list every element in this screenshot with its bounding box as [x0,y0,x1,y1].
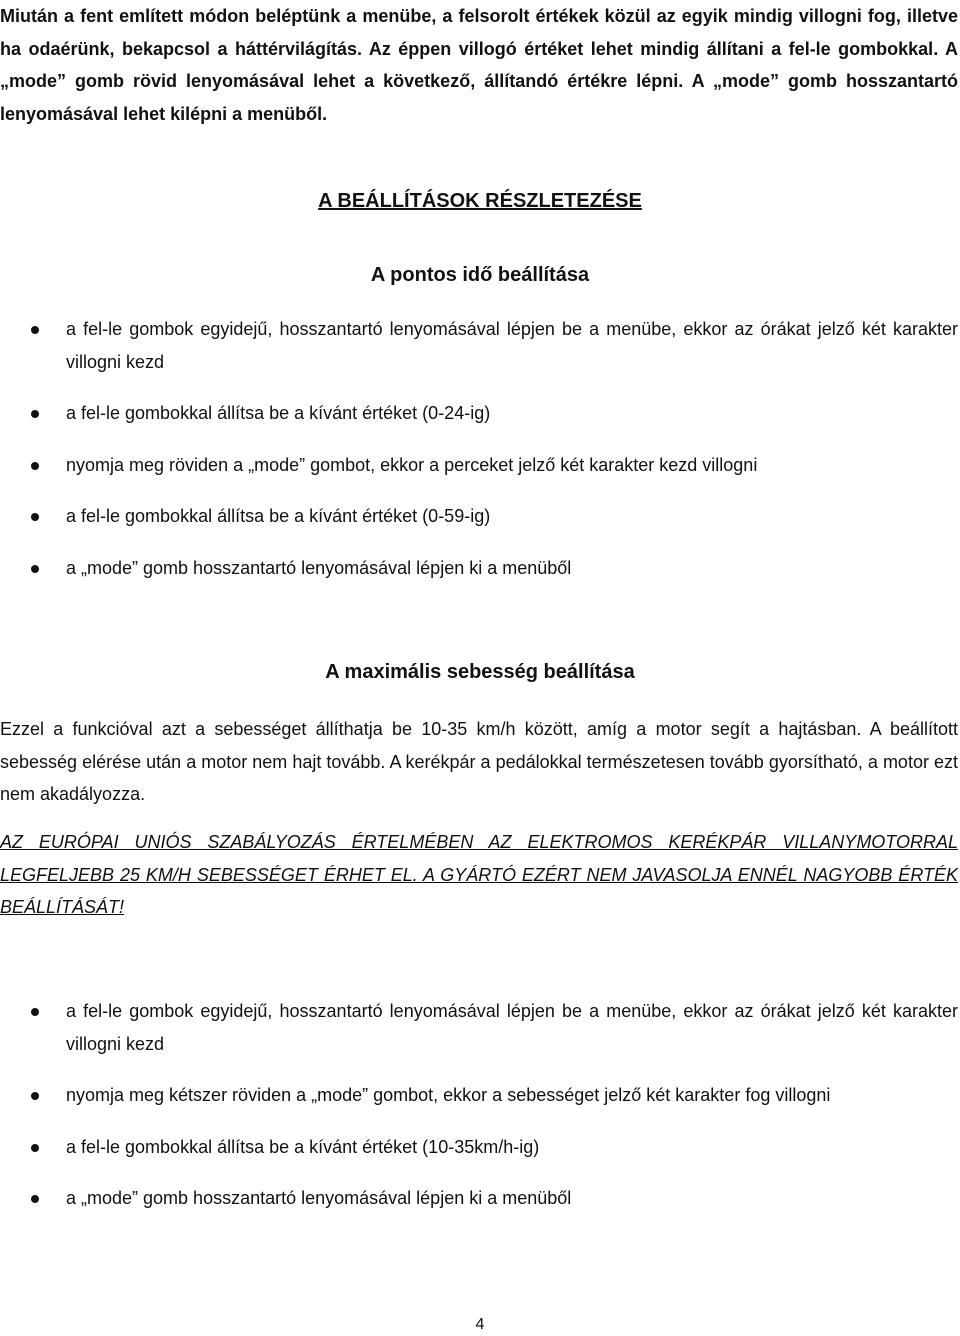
step-text: nyomja meg kétszer röviden a „mode” gombot, ekkor a sebességet jelző két karakter fog villogni [66,1085,831,1105]
bullet-icon [31,565,39,573]
step-text: a fel-le gombokkal állítsa be a kívánt értéket (10-35km/h-ig) [66,1136,540,1157]
list-item [0,552,958,585]
step-text: a fel-le gombok egyidejű, hosszantartó lenyomásával lépjen be a menübe, ekkor az órákat jelző két karakter villogni kezd [66,319,958,372]
section-title [0,190,960,213]
list-item [0,1079,958,1112]
bullet-icon [31,1144,39,1152]
step-text: nyomja meg röviden a „mode” gombot, ekkor a perceket jelző két karakter kezd villogni [66,454,758,475]
step-text: a fel-le gombokkal állítsa be a kívánt értéket (0-59-ig) [66,506,491,526]
step-text: a fel-le gombokkal állítsa be a kívánt értéket (0-24-ig) [66,403,491,423]
speed-setting-title: A maximális sebesség beállítása [325,661,635,683]
time-setting-steps [0,313,960,584]
bullet-icon [31,410,39,418]
bullet-icon [31,462,39,470]
bullet-icon [31,513,39,521]
step-text: a „mode” gomb hosszantartó lenyomásával lépjen ki a menüből [66,557,572,578]
step-text: a fel-le gombok egyidejű, hosszantartó lenyomásával lépjen be a menübe, ekkor az órákat jelző két karakter villogni kezd [66,1001,958,1054]
list-item [0,1182,958,1215]
bullet-icon [31,1092,39,1100]
list-item [0,995,958,1060]
speed-setting-steps [0,995,960,1215]
intro-paragraph: Miután a fent említett módon beléptünk a menübe, a felsorolt értékek közül az egyik mindig villogni fog, illetve ha odaérünk, bekapcsol a háttérvilágítás. Az éppen villogó értéket lehet mindig állítani a fel-le gombokkal. A „mode” gomb rövid lenyomásával lehet a következő, állítandó értékre lépni. A „mode” gomb hosszantartó lenyomásával lehet kilépni a menüből. [0,6,958,124]
speed-setting-description: Ezzel a funkcióval azt a sebességet állíthatja be 10-35 km/h között, amíg a motor segít a hajtásban. A beállított sebesség elérése után a motor nem hajt tovább. A kerékpár a pedálokkal természetesen tovább gyorsítható, a motor ezt nem akadályozza. [0,719,958,804]
list-item [0,500,958,533]
list-item [0,313,958,378]
speed-limit-warning: AZ EURÓPAI UNIÓS SZABÁLYOZÁS ÉRTELMÉBEN AZ ELEKTROMOS KERÉKPÁR VILLANYMOTORRAL LEGFELJEBB 25 KM/H SEBESSÉGET ÉRHET EL. A GYÁRTÓ EZÉRT NEM JAVASOLJA ENNÉL NAGYOBB ÉRTÉK BEÁLLÍTÁSÁT! [0,832,958,917]
list-item [0,397,958,430]
bullet-icon [31,326,39,334]
bullet-icon [31,1195,39,1203]
list-item [0,1131,958,1164]
section-title-text: A BEÁLLÍTÁSOK RÉSZLETEZÉSE [318,190,642,212]
bullet-icon [31,1008,39,1016]
page-number: 4 [475,1316,485,1333]
list-item [0,449,958,482]
time-setting-title: A pontos idő beállítása [370,264,590,286]
step-text: a „mode” gomb hosszantartó lenyomásával lépjen ki a menüből [66,1188,572,1208]
